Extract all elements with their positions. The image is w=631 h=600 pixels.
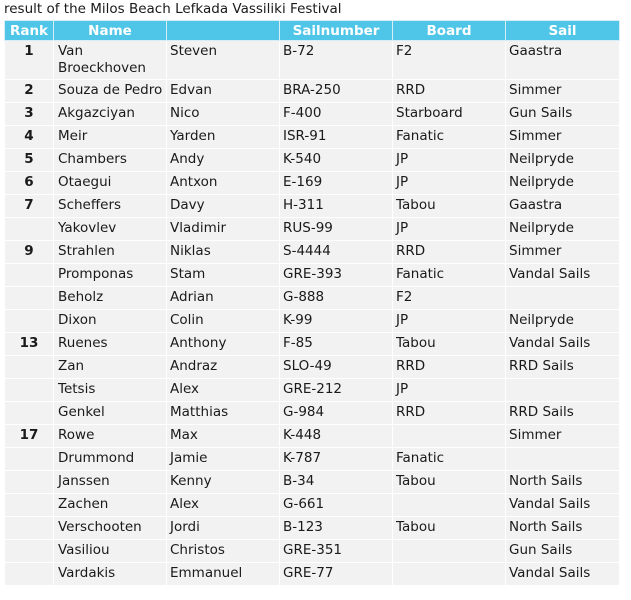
board-cell: Tabou [393, 195, 506, 218]
first-name-cell: Anthony [167, 333, 280, 356]
last-name-cell: Drummond [54, 448, 167, 471]
header-sail: Sail [506, 21, 620, 41]
sail-cell: Vandal Sails [506, 563, 620, 586]
table-row [5, 563, 620, 586]
last-name-cell: Scheffers [54, 195, 167, 218]
sailnumber-cell: GRE-212 [280, 379, 393, 402]
results-table [4, 20, 620, 586]
first-name-cell: Max [167, 425, 280, 448]
sail-cell: Neilpryde [506, 149, 620, 172]
last-name-cell: Yakovlev [54, 218, 167, 241]
board-cell: Tabou [393, 471, 506, 494]
board-cell: JP [393, 149, 506, 172]
sail-cell: Simmer [506, 241, 620, 264]
sail-cell: RRD Sails [506, 356, 620, 379]
table-row [5, 333, 620, 356]
rank-cell: 17 [5, 425, 54, 448]
rank-cell [5, 356, 54, 379]
sail-cell [506, 379, 620, 402]
table-row [5, 287, 620, 310]
rank-cell: 7 [5, 195, 54, 218]
sailnumber-cell: B-123 [280, 517, 393, 540]
rank-cell [5, 287, 54, 310]
board-cell: JP [393, 218, 506, 241]
last-name-cell: Chambers [54, 149, 167, 172]
sailnumber-cell: GRE-393 [280, 264, 393, 287]
sailnumber-cell: BRA-250 [280, 80, 393, 103]
header-blank [167, 21, 280, 41]
board-cell: Fanatic [393, 126, 506, 149]
first-name-cell: Yarden [167, 126, 280, 149]
rank-cell [5, 310, 54, 333]
rank-cell [5, 540, 54, 563]
last-name-cell: Genkel [54, 402, 167, 425]
sail-cell: North Sails [506, 517, 620, 540]
last-name-cell: Otaegui [54, 172, 167, 195]
sailnumber-cell: GRE-77 [280, 563, 393, 586]
rank-cell [5, 379, 54, 402]
first-name-cell: Alex [167, 494, 280, 517]
first-name-cell: Antxon [167, 172, 280, 195]
sail-cell [506, 448, 620, 471]
header-board: Board [393, 21, 506, 41]
sailnumber-cell: GRE-351 [280, 540, 393, 563]
rank-cell: 6 [5, 172, 54, 195]
rank-cell: 4 [5, 126, 54, 149]
last-name-cell: Van Broeckhoven [54, 41, 167, 80]
sailnumber-cell: G-888 [280, 287, 393, 310]
header-rank: Rank [5, 21, 54, 41]
sailnumber-cell: F-400 [280, 103, 393, 126]
rank-cell [5, 218, 54, 241]
rank-cell: 2 [5, 80, 54, 103]
rank-cell [5, 264, 54, 287]
sailnumber-cell: F-85 [280, 333, 393, 356]
sailnumber-cell: K-787 [280, 448, 393, 471]
sailnumber-cell: S-4444 [280, 241, 393, 264]
first-name-cell: Emmanuel [167, 563, 280, 586]
last-name-cell: Zan [54, 356, 167, 379]
header-sailnumber: Sailnumber [280, 21, 393, 41]
last-name-cell: Beholz [54, 287, 167, 310]
last-name-cell: Dixon [54, 310, 167, 333]
board-cell: Fanatic [393, 448, 506, 471]
last-name-cell: Vasiliou [54, 540, 167, 563]
rank-cell: 9 [5, 241, 54, 264]
sailnumber-cell: H-311 [280, 195, 393, 218]
sail-cell: Neilpryde [506, 218, 620, 241]
first-name-cell: Andraz [167, 356, 280, 379]
first-name-cell: Jamie [167, 448, 280, 471]
first-name-cell: Adrian [167, 287, 280, 310]
sailnumber-cell: G-661 [280, 494, 393, 517]
header-name: Name [54, 21, 167, 41]
last-name-cell: Ruenes [54, 333, 167, 356]
sailnumber-cell: ISR-91 [280, 126, 393, 149]
last-name-cell: Akgazciyan [54, 103, 167, 126]
first-name-cell: Matthias [167, 402, 280, 425]
last-name-cell: Tetsis [54, 379, 167, 402]
sail-cell: RRD Sails [506, 402, 620, 425]
board-cell: Starboard [393, 103, 506, 126]
sailnumber-cell: K-540 [280, 149, 393, 172]
last-name-cell: Meir [54, 126, 167, 149]
first-name-cell: Vladimir [167, 218, 280, 241]
table-row [5, 149, 620, 172]
sail-cell: Simmer [506, 126, 620, 149]
table-row [5, 494, 620, 517]
sail-cell: North Sails [506, 471, 620, 494]
board-cell: JP [393, 379, 506, 402]
rank-cell [5, 448, 54, 471]
board-cell: F2 [393, 41, 506, 80]
rank-cell: 13 [5, 333, 54, 356]
sailnumber-cell: K-448 [280, 425, 393, 448]
first-name-cell: Nico [167, 103, 280, 126]
table-row [5, 41, 620, 80]
last-name-cell: Promponas [54, 264, 167, 287]
table-row [5, 264, 620, 287]
last-name-cell: Vardakis [54, 563, 167, 586]
board-cell [393, 540, 506, 563]
last-name-cell: Souza de Pedro [54, 80, 167, 103]
table-row [5, 379, 620, 402]
sail-cell: Gun Sails [506, 540, 620, 563]
table-row [5, 310, 620, 333]
first-name-cell: Kenny [167, 471, 280, 494]
table-row [5, 103, 620, 126]
table-row [5, 517, 620, 540]
table-row [5, 471, 620, 494]
sailnumber-cell: B-72 [280, 41, 393, 80]
first-name-cell: Colin [167, 310, 280, 333]
sail-cell: Simmer [506, 80, 620, 103]
table-row [5, 126, 620, 149]
board-cell: RRD [393, 80, 506, 103]
board-cell [393, 425, 506, 448]
last-name-cell: Zachen [54, 494, 167, 517]
first-name-cell: Niklas [167, 241, 280, 264]
sail-cell: Gaastra [506, 195, 620, 218]
sailnumber-cell: B-34 [280, 471, 393, 494]
sailnumber-cell: G-984 [280, 402, 393, 425]
header-row [5, 21, 620, 41]
first-name-cell: Jordi [167, 517, 280, 540]
board-cell: Fanatic [393, 264, 506, 287]
board-cell: RRD [393, 241, 506, 264]
sail-cell: Vandal Sails [506, 333, 620, 356]
table-row [5, 195, 620, 218]
first-name-cell: Davy [167, 195, 280, 218]
sail-cell: Simmer [506, 425, 620, 448]
sail-cell: Neilpryde [506, 310, 620, 333]
table-row [5, 172, 620, 195]
sail-cell: Gun Sails [506, 103, 620, 126]
sailnumber-cell: SLO-49 [280, 356, 393, 379]
sail-cell: Neilpryde [506, 172, 620, 195]
rank-cell [5, 402, 54, 425]
sailnumber-cell: RUS-99 [280, 218, 393, 241]
first-name-cell: Alex [167, 379, 280, 402]
board-cell: JP [393, 172, 506, 195]
table-row [5, 356, 620, 379]
first-name-cell: Andy [167, 149, 280, 172]
sail-cell: Vandal Sails [506, 264, 620, 287]
table-row [5, 448, 620, 471]
table-row [5, 425, 620, 448]
rank-cell [5, 494, 54, 517]
sail-cell [506, 287, 620, 310]
first-name-cell: Edvan [167, 80, 280, 103]
board-cell: RRD [393, 402, 506, 425]
rank-cell: 3 [5, 103, 54, 126]
last-name-cell: Verschooten [54, 517, 167, 540]
first-name-cell: Christos [167, 540, 280, 563]
board-cell [393, 563, 506, 586]
board-cell: JP [393, 310, 506, 333]
sailnumber-cell: E-169 [280, 172, 393, 195]
results-caption: result of the Milos Beach Lefkada Vassiliki Festival [4, 1, 342, 17]
rank-cell [5, 471, 54, 494]
rank-cell [5, 517, 54, 540]
last-name-cell: Janssen [54, 471, 167, 494]
rank-cell: 5 [5, 149, 54, 172]
sail-cell: Vandal Sails [506, 494, 620, 517]
board-cell: Tabou [393, 333, 506, 356]
board-cell: RRD [393, 356, 506, 379]
table-row [5, 402, 620, 425]
first-name-cell: Stam [167, 264, 280, 287]
sailnumber-cell: K-99 [280, 310, 393, 333]
first-name-cell: Steven [167, 41, 280, 80]
board-cell: Tabou [393, 517, 506, 540]
rank-cell: 1 [5, 41, 54, 80]
table-row [5, 80, 620, 103]
table-row [5, 540, 620, 563]
results-body [5, 41, 620, 586]
last-name-cell: Strahlen [54, 241, 167, 264]
table-row [5, 218, 620, 241]
table-row [5, 241, 620, 264]
last-name-cell: Rowe [54, 425, 167, 448]
board-cell: F2 [393, 287, 506, 310]
sail-cell: Gaastra [506, 41, 620, 80]
rank-cell [5, 563, 54, 586]
board-cell [393, 494, 506, 517]
